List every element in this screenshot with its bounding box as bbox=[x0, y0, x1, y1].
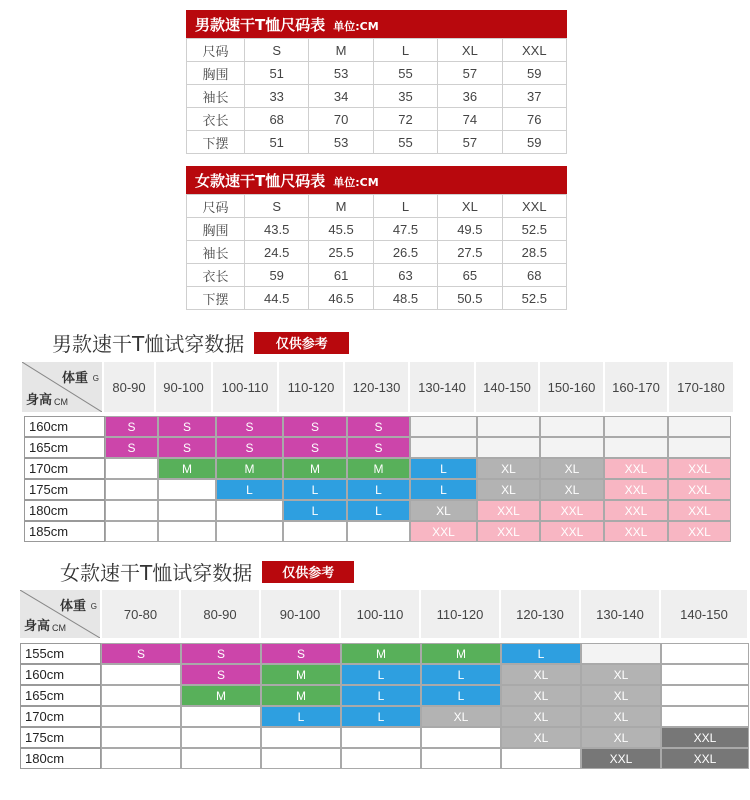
corner-height-label: 身高 bbox=[24, 618, 51, 633]
fit-cell-xxl: XXL bbox=[604, 458, 668, 479]
men-size-table-title: 男款速干T恤尺码表 bbox=[195, 15, 326, 34]
fit-cell-xl: XL bbox=[501, 664, 581, 685]
weight-header: 170-180 bbox=[669, 362, 733, 412]
women-fit-title: 女款速干T恤试穿数据 bbox=[60, 561, 253, 585]
size-cell: 51 bbox=[245, 62, 309, 85]
weight-header: 140-150 bbox=[476, 362, 538, 412]
fit-cell-xxl: XXL bbox=[668, 500, 731, 521]
corner-weight-unit: G bbox=[90, 602, 97, 611]
fit-cell-xxl: XXL bbox=[668, 521, 731, 542]
corner-header bbox=[20, 590, 100, 638]
size-cell: L bbox=[373, 39, 437, 62]
height-label: 155cm bbox=[20, 643, 101, 664]
women-size-grid bbox=[186, 194, 567, 310]
weight-header: 120-130 bbox=[501, 590, 579, 638]
size-cell: 46.5 bbox=[309, 287, 373, 310]
fit-cell-empty bbox=[105, 500, 158, 521]
size-row-label: 尺码 bbox=[187, 39, 245, 62]
size-cell: 57 bbox=[438, 131, 502, 154]
weight-header: 130-140 bbox=[581, 590, 659, 638]
fit-cell-empty bbox=[181, 748, 261, 769]
fit-cell-empty bbox=[105, 479, 158, 500]
fit-cell-empty bbox=[158, 479, 216, 500]
fit-row bbox=[24, 458, 731, 479]
fit-cell-empty bbox=[421, 727, 501, 748]
fit-cell-xxl: XXL bbox=[540, 521, 604, 542]
fit-cell-l: L bbox=[341, 706, 421, 727]
fit-cell-s: S bbox=[158, 416, 216, 437]
size-cell: 43.5 bbox=[245, 218, 309, 241]
fit-cell-l: L bbox=[283, 479, 347, 500]
men-fit-title-bar bbox=[52, 328, 349, 357]
size-cell: 55 bbox=[373, 62, 437, 85]
fit-row bbox=[24, 521, 731, 542]
fit-cell-s: S bbox=[283, 437, 347, 458]
size-cell: 24.5 bbox=[245, 241, 309, 264]
fit-cell-empty bbox=[261, 748, 341, 769]
size-cell: 63 bbox=[373, 264, 437, 287]
size-cell: 44.5 bbox=[245, 287, 309, 310]
weight-header: 80-90 bbox=[181, 590, 259, 638]
size-cell: 55 bbox=[373, 131, 437, 154]
corner-weight-label: 体重 bbox=[61, 370, 88, 385]
size-cell: 65 bbox=[438, 264, 502, 287]
fit-cell-empty bbox=[661, 706, 749, 727]
fit-cell-empty bbox=[540, 416, 604, 437]
corner-height-unit: CM bbox=[52, 623, 66, 633]
fit-cell-empty bbox=[216, 500, 283, 521]
fit-cell-empty bbox=[105, 521, 158, 542]
corner-weight-label: 体重 bbox=[59, 598, 86, 613]
size-cell: 35 bbox=[373, 85, 437, 108]
size-row bbox=[187, 287, 567, 310]
size-cell: 53 bbox=[309, 62, 373, 85]
size-cell: 70 bbox=[309, 108, 373, 131]
size-row-label: 衣长 bbox=[187, 108, 245, 131]
men-fit-tag: 仅供参考 bbox=[254, 332, 349, 354]
height-label: 165cm bbox=[24, 437, 105, 458]
fit-cell-xl: XL bbox=[581, 685, 661, 706]
fit-cell-l: L bbox=[421, 664, 501, 685]
weight-header: 150-160 bbox=[540, 362, 603, 412]
weight-header: 70-80 bbox=[102, 590, 179, 638]
weight-header: 160-170 bbox=[605, 362, 667, 412]
fit-cell-m: M bbox=[261, 664, 341, 685]
fit-cell-s: S bbox=[283, 416, 347, 437]
fit-cell-empty bbox=[604, 416, 668, 437]
fit-cell-l: L bbox=[410, 479, 477, 500]
size-row bbox=[187, 195, 567, 218]
fit-cell-empty bbox=[668, 416, 731, 437]
size-row bbox=[187, 241, 567, 264]
fit-cell-m: M bbox=[347, 458, 410, 479]
women-fit-title-bar bbox=[60, 557, 354, 586]
fit-row bbox=[20, 727, 749, 748]
fit-cell-l: L bbox=[341, 664, 421, 685]
fit-cell-empty bbox=[477, 437, 540, 458]
size-cell: S bbox=[245, 39, 309, 62]
fit-cell-empty bbox=[410, 437, 477, 458]
men-size-grid bbox=[186, 38, 567, 154]
fit-cell-xl: XL bbox=[540, 458, 604, 479]
size-cell: 59 bbox=[502, 62, 566, 85]
size-cell: 57 bbox=[438, 62, 502, 85]
fit-cell-xl: XL bbox=[581, 727, 661, 748]
men-fit-title: 男款速干T恤试穿数据 bbox=[52, 332, 245, 356]
fit-cell-empty bbox=[477, 416, 540, 437]
fit-cell-empty bbox=[101, 685, 181, 706]
size-cell: 59 bbox=[245, 264, 309, 287]
fit-cell-empty bbox=[581, 643, 661, 664]
fit-cell-s: S bbox=[261, 643, 341, 664]
size-cell: 45.5 bbox=[309, 218, 373, 241]
size-cell: 53 bbox=[309, 131, 373, 154]
fit-cell-xl: XL bbox=[477, 458, 540, 479]
fit-cell-xl: XL bbox=[581, 706, 661, 727]
size-cell: 28.5 bbox=[502, 241, 566, 264]
fit-cell-m: M bbox=[341, 643, 421, 664]
fit-cell-xxl: XXL bbox=[604, 500, 668, 521]
size-row bbox=[187, 62, 567, 85]
fit-cell-xxl: XXL bbox=[581, 748, 661, 769]
women-fit-grid bbox=[20, 643, 749, 769]
size-cell: 34 bbox=[309, 85, 373, 108]
size-cell: 74 bbox=[438, 108, 502, 131]
women-size-table bbox=[186, 166, 567, 310]
height-label: 180cm bbox=[20, 748, 101, 769]
fit-cell-empty bbox=[661, 643, 749, 664]
height-label: 165cm bbox=[20, 685, 101, 706]
size-cell: 68 bbox=[245, 108, 309, 131]
fit-cell-s: S bbox=[105, 416, 158, 437]
corner-height-label: 身高 bbox=[26, 392, 53, 407]
fit-cell-empty bbox=[661, 664, 749, 685]
size-row-label: 下摆 bbox=[187, 287, 245, 310]
height-label: 160cm bbox=[20, 664, 101, 685]
size-row bbox=[187, 218, 567, 241]
fit-row bbox=[20, 664, 749, 685]
size-cell: 61 bbox=[309, 264, 373, 287]
fit-cell-xxl: XXL bbox=[661, 748, 749, 769]
fit-row bbox=[20, 706, 749, 727]
fit-cell-empty bbox=[341, 727, 421, 748]
fit-cell-xl: XL bbox=[477, 479, 540, 500]
weight-header: 110-120 bbox=[421, 590, 499, 638]
men-fit-header bbox=[22, 362, 735, 412]
size-cell: XL bbox=[438, 195, 502, 218]
fit-cell-empty bbox=[668, 437, 731, 458]
fit-cell-empty bbox=[158, 521, 216, 542]
height-label: 170cm bbox=[20, 706, 101, 727]
fit-cell-m: M bbox=[216, 458, 283, 479]
fit-cell-empty bbox=[101, 727, 181, 748]
fit-cell-m: M bbox=[261, 685, 341, 706]
weight-header: 140-150 bbox=[661, 590, 747, 638]
height-label: 170cm bbox=[24, 458, 105, 479]
fit-cell-empty bbox=[341, 748, 421, 769]
fit-cell-empty bbox=[410, 416, 477, 437]
men-size-table-header bbox=[186, 10, 567, 38]
fit-cell-l: L bbox=[216, 479, 283, 500]
fit-cell-l: L bbox=[341, 685, 421, 706]
fit-cell-l: L bbox=[283, 500, 347, 521]
size-cell: 72 bbox=[373, 108, 437, 131]
size-cell: XXL bbox=[502, 195, 566, 218]
fit-cell-xxl: XXL bbox=[477, 500, 540, 521]
fit-cell-s: S bbox=[347, 437, 410, 458]
size-cell: XXL bbox=[502, 39, 566, 62]
fit-cell-l: L bbox=[261, 706, 341, 727]
height-label: 180cm bbox=[24, 500, 105, 521]
corner-height-unit: CM bbox=[54, 397, 68, 407]
fit-cell-xl: XL bbox=[581, 664, 661, 685]
size-cell: M bbox=[309, 195, 373, 218]
fit-cell-empty bbox=[347, 521, 410, 542]
fit-row bbox=[20, 643, 749, 664]
fit-cell-s: S bbox=[181, 643, 261, 664]
size-row-label: 袖长 bbox=[187, 241, 245, 264]
size-row-label: 尺码 bbox=[187, 195, 245, 218]
height-label: 175cm bbox=[24, 479, 105, 500]
fit-row bbox=[20, 685, 749, 706]
fit-cell-empty bbox=[604, 437, 668, 458]
fit-cell-m: M bbox=[421, 643, 501, 664]
fit-cell-xxl: XXL bbox=[604, 521, 668, 542]
men-size-table-unit: 单位:CM bbox=[333, 19, 379, 33]
fit-cell-l: L bbox=[347, 500, 410, 521]
corner-header bbox=[22, 362, 102, 412]
fit-cell-empty bbox=[540, 437, 604, 458]
fit-cell-xl: XL bbox=[501, 727, 581, 748]
fit-cell-empty bbox=[101, 706, 181, 727]
fit-cell-s: S bbox=[181, 664, 261, 685]
fit-cell-s: S bbox=[216, 416, 283, 437]
fit-row bbox=[24, 437, 731, 458]
size-row-label: 衣长 bbox=[187, 264, 245, 287]
fit-cell-xxl: XXL bbox=[661, 727, 749, 748]
corner-weight-unit: G bbox=[92, 374, 99, 383]
size-row bbox=[187, 264, 567, 287]
fit-cell-empty bbox=[283, 521, 347, 542]
size-cell: 52.5 bbox=[502, 287, 566, 310]
size-cell: XL bbox=[438, 39, 502, 62]
fit-cell-empty bbox=[421, 748, 501, 769]
size-cell: 26.5 bbox=[373, 241, 437, 264]
size-cell: 59 bbox=[502, 131, 566, 154]
size-cell: 76 bbox=[502, 108, 566, 131]
fit-cell-s: S bbox=[101, 643, 181, 664]
size-row bbox=[187, 108, 567, 131]
size-cell: 49.5 bbox=[438, 218, 502, 241]
fit-cell-xxl: XXL bbox=[477, 521, 540, 542]
fit-cell-l: L bbox=[347, 479, 410, 500]
fit-cell-empty bbox=[661, 685, 749, 706]
size-row-label: 胸围 bbox=[187, 218, 245, 241]
fit-cell-empty bbox=[181, 706, 261, 727]
size-row-label: 胸围 bbox=[187, 62, 245, 85]
weight-header: 120-130 bbox=[345, 362, 408, 412]
fit-cell-empty bbox=[101, 664, 181, 685]
fit-cell-empty bbox=[501, 748, 581, 769]
fit-cell-xl: XL bbox=[421, 706, 501, 727]
size-cell: 37 bbox=[502, 85, 566, 108]
fit-row bbox=[20, 748, 749, 769]
size-cell: 48.5 bbox=[373, 287, 437, 310]
weight-header: 110-120 bbox=[279, 362, 343, 412]
fit-row bbox=[24, 479, 731, 500]
size-row-label: 下摆 bbox=[187, 131, 245, 154]
women-size-table-unit: 单位:CM bbox=[333, 175, 379, 189]
height-label: 185cm bbox=[24, 521, 105, 542]
size-cell: M bbox=[309, 39, 373, 62]
fit-cell-empty bbox=[261, 727, 341, 748]
fit-cell-m: M bbox=[283, 458, 347, 479]
fit-cell-m: M bbox=[181, 685, 261, 706]
fit-cell-l: L bbox=[421, 685, 501, 706]
fit-cell-empty bbox=[158, 500, 216, 521]
size-cell: 36 bbox=[438, 85, 502, 108]
size-cell: 68 bbox=[502, 264, 566, 287]
size-cell: S bbox=[245, 195, 309, 218]
fit-cell-empty bbox=[181, 727, 261, 748]
fit-cell-l: L bbox=[501, 643, 581, 664]
fit-cell-xl: XL bbox=[501, 706, 581, 727]
weight-header: 90-100 bbox=[261, 590, 339, 638]
fit-cell-xxl: XXL bbox=[540, 500, 604, 521]
fit-cell-l: L bbox=[410, 458, 477, 479]
fit-cell-s: S bbox=[105, 437, 158, 458]
weight-header: 90-100 bbox=[156, 362, 211, 412]
size-cell: 52.5 bbox=[502, 218, 566, 241]
fit-cell-m: M bbox=[158, 458, 216, 479]
women-fit-header bbox=[20, 590, 749, 638]
height-label: 175cm bbox=[20, 727, 101, 748]
men-size-table bbox=[186, 10, 567, 154]
fit-cell-xl: XL bbox=[410, 500, 477, 521]
size-cell: 50.5 bbox=[438, 287, 502, 310]
fit-cell-s: S bbox=[347, 416, 410, 437]
weight-header: 80-90 bbox=[104, 362, 154, 412]
men-fit-grid bbox=[24, 416, 731, 542]
fit-cell-s: S bbox=[216, 437, 283, 458]
size-row-label: 袖长 bbox=[187, 85, 245, 108]
weight-header: 100-110 bbox=[341, 590, 419, 638]
women-fit-tag: 仅供参考 bbox=[262, 561, 354, 583]
fit-cell-xxl: XXL bbox=[604, 479, 668, 500]
fit-row bbox=[24, 500, 731, 521]
fit-cell-xxl: XXL bbox=[668, 479, 731, 500]
fit-cell-xl: XL bbox=[501, 685, 581, 706]
women-size-table-title: 女款速干T恤尺码表 bbox=[195, 171, 326, 190]
fit-cell-xxl: XXL bbox=[410, 521, 477, 542]
fit-cell-empty bbox=[216, 521, 283, 542]
fit-cell-xl: XL bbox=[540, 479, 604, 500]
size-cell: 51 bbox=[245, 131, 309, 154]
size-cell: 47.5 bbox=[373, 218, 437, 241]
fit-row bbox=[24, 416, 731, 437]
size-cell: 27.5 bbox=[438, 241, 502, 264]
women-size-table-header bbox=[186, 166, 567, 194]
size-cell: 33 bbox=[245, 85, 309, 108]
fit-cell-empty bbox=[105, 458, 158, 479]
fit-cell-s: S bbox=[158, 437, 216, 458]
size-row bbox=[187, 39, 567, 62]
weight-header: 130-140 bbox=[410, 362, 474, 412]
size-cell: 25.5 bbox=[309, 241, 373, 264]
size-row bbox=[187, 85, 567, 108]
fit-cell-xxl: XXL bbox=[668, 458, 731, 479]
height-label: 160cm bbox=[24, 416, 105, 437]
fit-cell-empty bbox=[101, 748, 181, 769]
size-cell: L bbox=[373, 195, 437, 218]
size-row bbox=[187, 131, 567, 154]
weight-header: 100-110 bbox=[213, 362, 277, 412]
